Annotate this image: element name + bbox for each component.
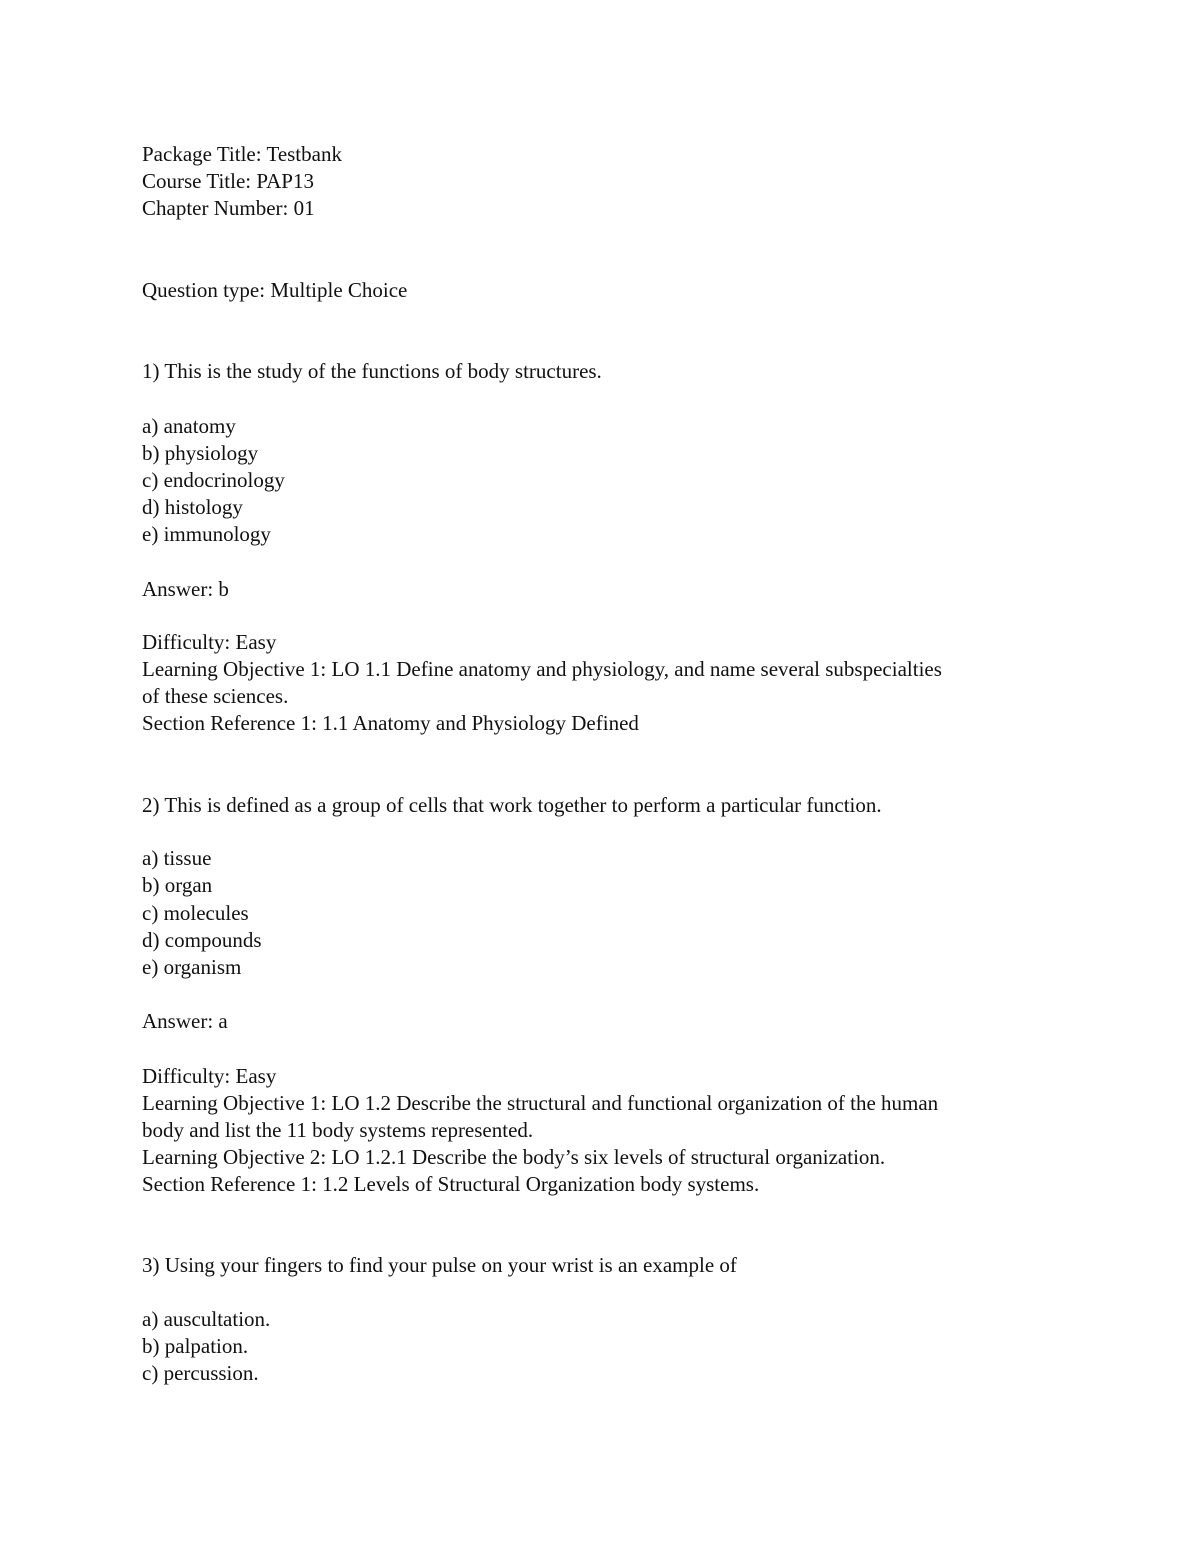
- question-2-section-reference: Section Reference 1: 1.2 Levels of Structural Organization body systems.: [142, 1172, 760, 1196]
- question-2-difficulty: Difficulty: Easy: [142, 1064, 277, 1088]
- question-1-option-b: b) physiology: [142, 441, 259, 465]
- question-2-learning-objective-1-cont: body and list the 11 body systems represented.: [142, 1118, 534, 1142]
- question-2-option-e: e) organism: [142, 955, 242, 979]
- question-1-option-d: d) histology: [142, 495, 243, 519]
- question-1-learning-objective: Learning Objective 1: LO 1.1 Define anatomy and physiology, and name several subspecialties: [142, 657, 942, 681]
- question-3-option-b: b) palpation.: [142, 1334, 249, 1358]
- question-1-difficulty: Difficulty: Easy: [142, 630, 277, 654]
- question-2-prompt: 2) This is defined as a group of cells that work together to perform a particular function.: [142, 793, 882, 817]
- question-1-option-c: c) endocrinology: [142, 468, 285, 492]
- question-1-prompt: 1) This is the study of the functions of body structures.: [142, 359, 602, 383]
- question-3-option-c: c) percussion.: [142, 1361, 259, 1385]
- package-title: Package Title: Testbank: [142, 142, 342, 166]
- question-2-option-c: c) molecules: [142, 901, 249, 925]
- chapter-number: Chapter Number: 01: [142, 196, 315, 220]
- question-2-option-a: a) tissue: [142, 846, 212, 870]
- course-title: Course Title: PAP13: [142, 169, 314, 193]
- question-1-learning-objective-cont: of these sciences.: [142, 684, 289, 708]
- question-2-option-b: b) organ: [142, 873, 213, 897]
- question-2-answer: Answer: a: [142, 1009, 228, 1033]
- question-type: Question type: Multiple Choice: [142, 278, 408, 302]
- question-1-section-reference: Section Reference 1: 1.1 Anatomy and Physiology Defined: [142, 711, 639, 735]
- question-1-option-a: a) anatomy: [142, 414, 236, 438]
- question-2-option-d: d) compounds: [142, 928, 262, 952]
- question-1-option-e: e) immunology: [142, 522, 271, 546]
- question-3-prompt: 3) Using your fingers to find your pulse on your wrist is an example of: [142, 1253, 737, 1277]
- question-1-answer: Answer: b: [142, 577, 229, 601]
- question-3-option-a: a) auscultation.: [142, 1307, 271, 1331]
- question-2-learning-objective-1: Learning Objective 1: LO 1.2 Describe the structural and functional organization of the human: [142, 1091, 939, 1115]
- question-2-learning-objective-2: Learning Objective 2: LO 1.2.1 Describe the body’s six levels of structural organization.: [142, 1145, 886, 1169]
